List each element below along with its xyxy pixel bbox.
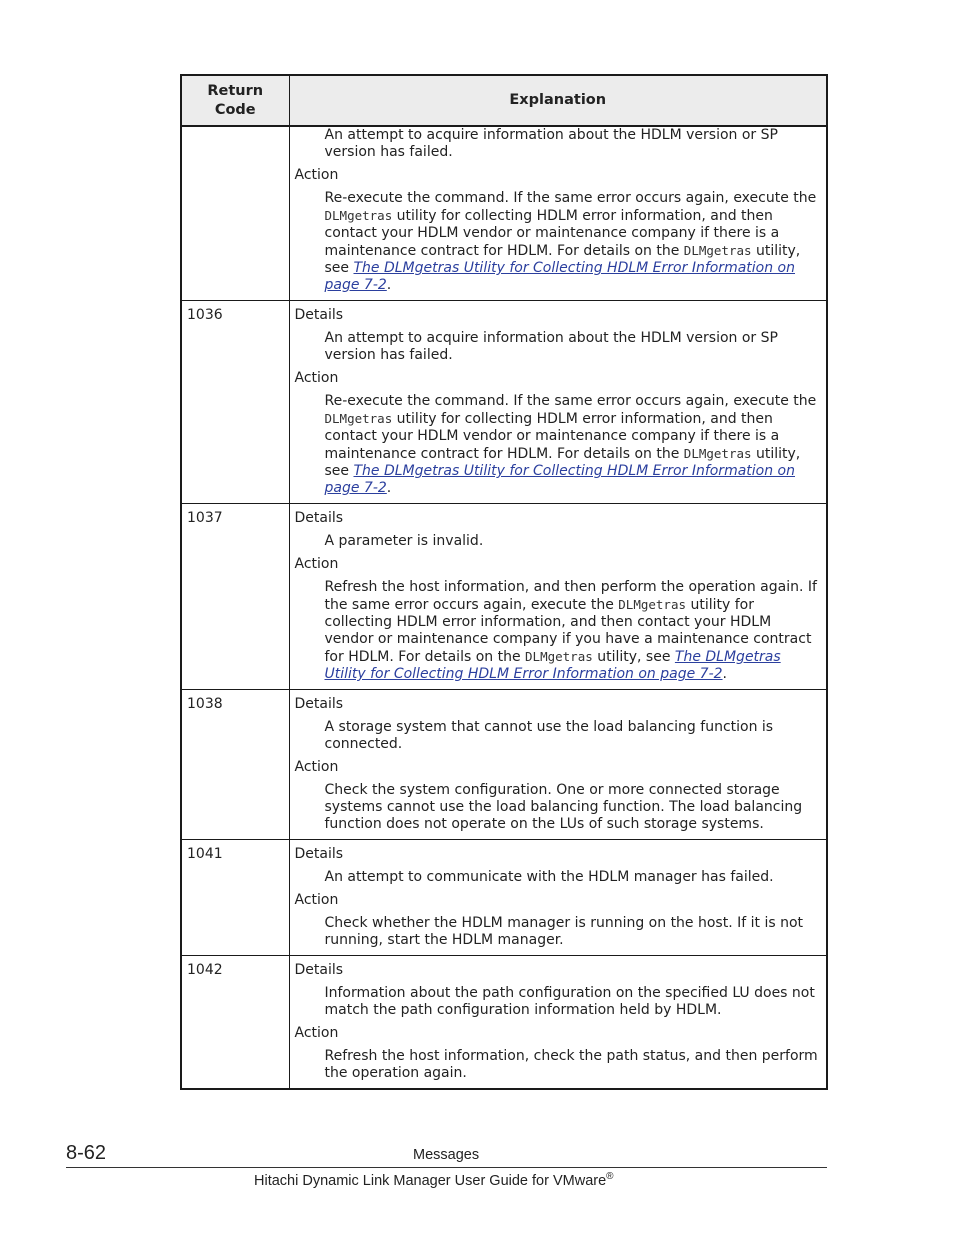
action-label: Action: [294, 892, 339, 908]
table-row: [181, 301, 827, 504]
command-name: DLMgetras: [324, 208, 393, 223]
action-text: Re-execute the command. If the same error occurs again, execute the DLMgetras utility for collecting HDLM error information, and then contact your HDLM vendor or maintenance company if there is a maintenance contract for HDLM. For details on the DLMgetras utility, see The DLMgetras Utility for Collecting HDLM Error Information on page 7-2.: [324, 190, 817, 293]
return-code-cell: 1041: [181, 840, 289, 956]
details-label: Details: [294, 962, 344, 978]
dlmgetras-reference-link[interactable]: The DLMgetras Utility for Collecting HDLM Error Information on page 7-2: [324, 649, 781, 682]
return-code-table: [180, 74, 828, 1090]
table-row: [181, 840, 827, 956]
table-row: [181, 126, 827, 301]
details-text: An attempt to acquire information about the HDLM version or SP version has failed.: [324, 330, 778, 363]
page-number: 8-62: [66, 1142, 107, 1164]
action-label: Action: [294, 167, 339, 183]
details-text: An attempt to communicate with the HDLM manager has failed.: [324, 869, 774, 885]
details-text: Information about the path configuration on the specified LU does not match the path configuration information held by HDLM.: [324, 985, 815, 1018]
registered-mark: ®: [606, 1171, 614, 1182]
header-explanation: Explanation: [289, 75, 827, 126]
footer-document-title: Hitachi Dynamic Link Manager User Guide for VMware®: [254, 1171, 614, 1189]
action-label: Action: [294, 370, 339, 386]
details-label: Details: [294, 307, 344, 323]
command-name: DLMgetras: [683, 243, 752, 258]
action-text: Check whether the HDLM manager is running on the host. If it is not running, start the HDLM manager.: [324, 915, 804, 948]
return-code-cell: 1036: [181, 301, 289, 504]
details-label: Details: [294, 846, 344, 862]
return-code-cell: 1042: [181, 956, 289, 1090]
explanation-cell: [289, 840, 827, 956]
details-text: A storage system that cannot use the load balancing function is connected.: [324, 719, 774, 752]
explanation-cell: [289, 126, 827, 301]
return-code-cell: [181, 126, 289, 301]
explanation-cell: [289, 301, 827, 504]
command-name: DLMgetras: [324, 411, 393, 426]
footer-section-name: Messages: [413, 1147, 480, 1163]
table-row: [181, 504, 827, 690]
dlmgetras-reference-link[interactable]: The DLMgetras Utility for Collecting HDLM Error Information on page 7-2: [324, 463, 795, 496]
command-name: DLMgetras: [525, 649, 593, 664]
action-label: Action: [294, 759, 339, 775]
table-row: [181, 956, 827, 1090]
command-name: DLMgetras: [683, 446, 752, 461]
details-text: A parameter is invalid.: [324, 533, 484, 549]
details-label: Details: [294, 510, 344, 526]
details-text: An attempt to acquire information about the HDLM version or SP version has failed.: [324, 127, 778, 160]
command-name: DLMgetras: [618, 597, 687, 612]
dlmgetras-reference-link[interactable]: The DLMgetras Utility for Collecting HDLM Error Information on page 7-2: [324, 260, 795, 293]
action-text: Check the system configuration. One or more connected storage systems cannot use the load balancing function. The load balancing function does not operate on the LUs of such storage systems.: [324, 782, 803, 832]
explanation-cell: [289, 956, 827, 1090]
footer-divider: [66, 1167, 827, 1168]
return-code-cell: 1037: [181, 504, 289, 690]
header-return-code: Return Code: [181, 75, 289, 126]
action-text: Re-execute the command. If the same error occurs again, execute the DLMgetras utility for collecting HDLM error information, and then contact your HDLM vendor or maintenance company if there is a maintenance contract for HDLM. For details on the DLMgetras utility, see The DLMgetras Utility for Collecting HDLM Error Information on page 7-2.: [324, 393, 817, 496]
explanation-cell: [289, 504, 827, 690]
action-label: Action: [294, 556, 339, 572]
action-text: Refresh the host information, check the path status, and then perform the operation again.: [324, 1048, 818, 1081]
table-header-row: [181, 75, 827, 126]
return-code-cell: 1038: [181, 690, 289, 840]
action-text: Refresh the host information, and then perform the operation again. If the same error occurs again, execute the DLMgetras utility for collecting HDLM error information, and then contact your HDLM vendor or maintenance company if you have a maintenance contract for HDLM. For details on the DLMgetras utility, see The DLMgetras Utility for Collecting HDLM Error Information on page 7-2.: [324, 579, 817, 682]
action-label: Action: [294, 1025, 339, 1041]
table-row: [181, 690, 827, 840]
details-label: Details: [294, 696, 344, 712]
explanation-cell: [289, 690, 827, 840]
